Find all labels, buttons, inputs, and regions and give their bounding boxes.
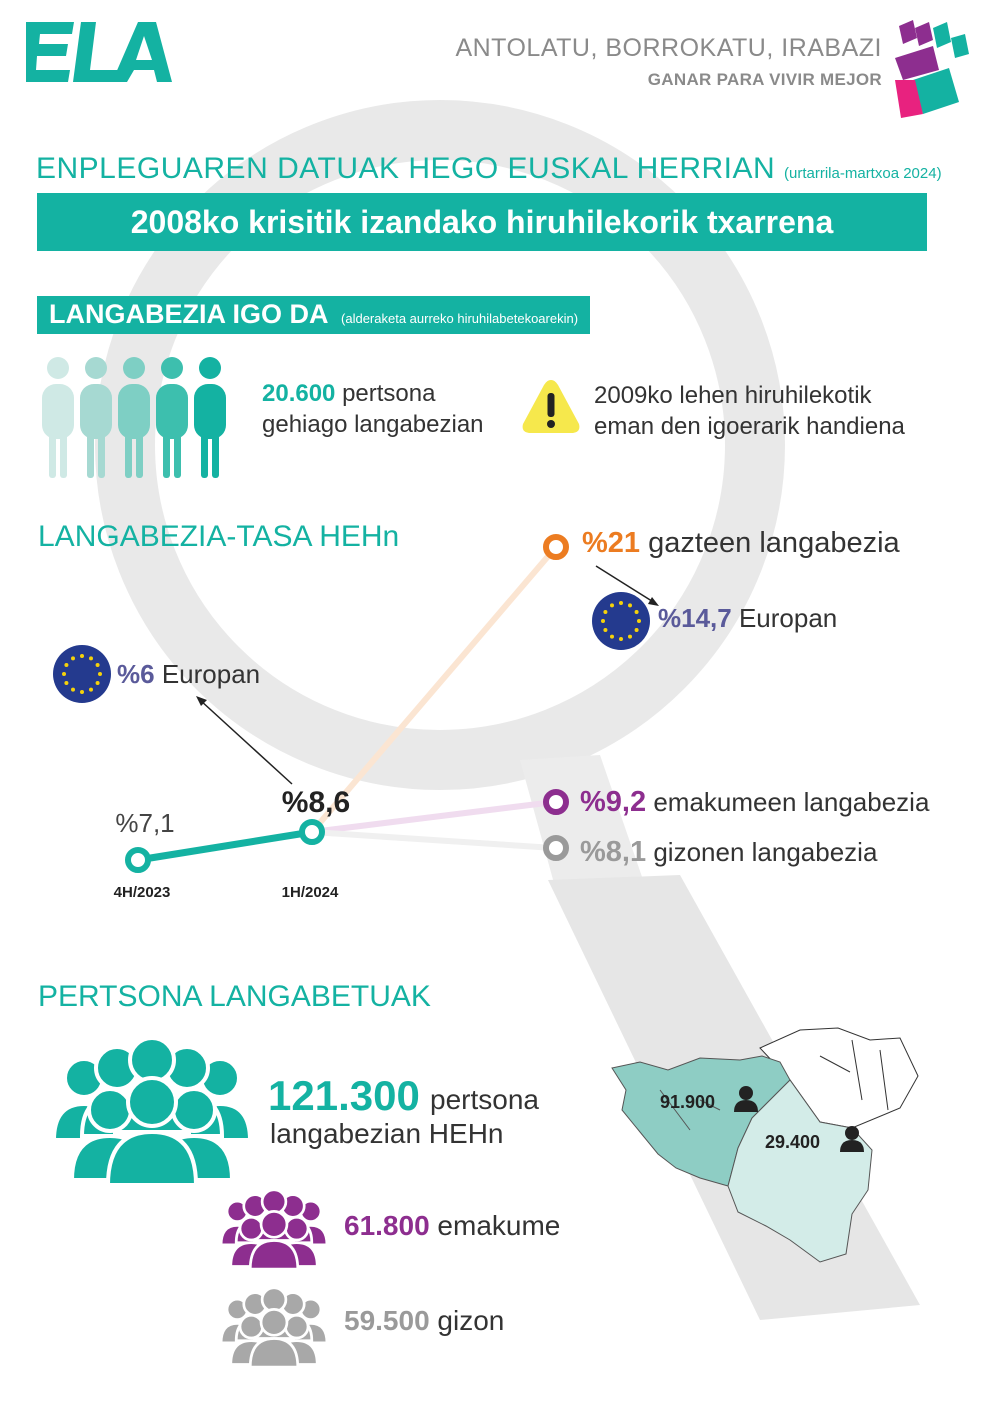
eu-star-icon bbox=[603, 610, 607, 614]
youth-rate-text: gazteen langabezia bbox=[648, 527, 900, 559]
men-unemployed-value: 59.500 bbox=[344, 1305, 430, 1336]
eu-star-icon bbox=[603, 628, 607, 632]
eu-star-icon bbox=[619, 601, 623, 605]
eu-star-icon bbox=[89, 688, 93, 692]
section-heading-note: (alderaketa aurreko hiruhilabetekoarekin) bbox=[341, 311, 579, 326]
women-marker bbox=[546, 792, 566, 812]
eu-star-icon bbox=[89, 656, 93, 660]
youth-europe-rate-value: %14,7 bbox=[658, 603, 732, 633]
total-unemployed-text-1: pertsona bbox=[430, 1084, 539, 1115]
basque-country-map bbox=[600, 1020, 930, 1270]
men-rate-text: gizonen langabezia bbox=[653, 837, 878, 867]
slogan-line-2: GANAR PARA VIVIR MEJOR bbox=[647, 70, 882, 89]
eu-star-icon bbox=[635, 610, 639, 614]
youth-rate-label bbox=[582, 527, 900, 560]
eu-flag-icon bbox=[592, 592, 650, 650]
connector-men bbox=[312, 832, 554, 848]
men-marker bbox=[546, 838, 566, 858]
page-title-date: (urtarrila-martxoa 2024) bbox=[784, 165, 942, 182]
eu-star-icon bbox=[71, 656, 75, 660]
youth-europe-rate-label bbox=[658, 603, 837, 634]
eu-flag-icon bbox=[53, 645, 111, 703]
unemployment-increase-stat bbox=[262, 378, 484, 440]
warning-icon bbox=[520, 376, 582, 436]
eu-star-icon bbox=[96, 681, 100, 685]
women-unemployed-stat bbox=[344, 1210, 560, 1242]
headline-banner: 2008ko krisitik izandako hiruhilekorik txarrena bbox=[37, 193, 927, 251]
period-label-4h2023: 4H/2023 bbox=[113, 884, 171, 901]
eu-star-icon bbox=[71, 688, 75, 692]
section-heading-text: LANGABEZIA IGO DA bbox=[49, 299, 328, 329]
men-crowd-icon bbox=[220, 1288, 328, 1368]
eu-star-icon bbox=[64, 663, 68, 667]
total-unemployed-value: 121.300 bbox=[268, 1072, 420, 1119]
crowd-icon bbox=[52, 1040, 252, 1185]
eu-star-icon bbox=[610, 635, 614, 639]
women-rate-label bbox=[580, 786, 929, 819]
warning-text bbox=[594, 380, 905, 442]
rate-point-4h2023 bbox=[128, 850, 148, 870]
eu-star-icon bbox=[62, 672, 66, 676]
men-unemployed-text: gizon bbox=[437, 1305, 505, 1336]
eu-star-icon bbox=[637, 619, 641, 623]
section-heading-people: PERTSONA LANGABETUAK bbox=[38, 980, 431, 1013]
eu-star-icon bbox=[628, 603, 632, 607]
arrow-europe bbox=[200, 700, 292, 784]
youth-marker bbox=[546, 537, 566, 557]
europe-rate-value: %6 bbox=[117, 659, 155, 689]
people-row-icon bbox=[38, 356, 238, 481]
eu-star-icon bbox=[80, 690, 84, 694]
eu-star-icon bbox=[80, 654, 84, 658]
women-crowd-icon bbox=[220, 1190, 328, 1270]
eu-star-icon bbox=[619, 637, 623, 641]
rate-label-4h2023: %7,1 bbox=[115, 808, 175, 838]
total-unemployed-text-2: langabezian HEHn bbox=[270, 1118, 504, 1149]
men-rate-label bbox=[580, 836, 877, 869]
eu-star-icon bbox=[610, 603, 614, 607]
eu-star-icon bbox=[64, 681, 68, 685]
slogan-line-1: ANTOLATU, BORROKATU, IRABAZI bbox=[455, 34, 882, 62]
rate-point-1h2024 bbox=[302, 822, 322, 842]
women-unemployed-value: 61.800 bbox=[344, 1210, 430, 1241]
youth-europe-rate-text: Europan bbox=[738, 603, 838, 633]
men-rate-value: %8,1 bbox=[580, 836, 647, 868]
eu-star-icon bbox=[98, 672, 102, 676]
women-unemployed-text: emakume bbox=[437, 1210, 561, 1241]
period-label-1h2024: 1H/2024 bbox=[281, 884, 339, 901]
eu-star-icon bbox=[628, 635, 632, 639]
women-rate-value: %9,2 bbox=[580, 786, 647, 818]
fist-icon bbox=[893, 18, 973, 118]
rate-label-1h2024: %8,6 bbox=[281, 786, 351, 819]
page-title-main: ENPLEGUAREN DATUAK HEGO EUSKAL HERRIAN bbox=[36, 152, 776, 185]
europe-rate-label bbox=[117, 659, 260, 690]
eu-star-icon bbox=[635, 628, 639, 632]
warning-line-2: eman den igoerarik handiena bbox=[594, 413, 905, 440]
increase-text-2: gehiago langabezian bbox=[262, 411, 484, 438]
eu-star-icon bbox=[601, 619, 605, 623]
women-rate-text: emakumeen langabezia bbox=[653, 787, 930, 817]
page-title bbox=[36, 152, 942, 186]
increase-count: 20.600 bbox=[262, 380, 336, 407]
section-heading-unemployment-rise bbox=[37, 296, 590, 334]
increase-text-1: pertsona bbox=[342, 380, 436, 407]
ela-logo-icon bbox=[26, 22, 176, 84]
men-unemployed-stat bbox=[344, 1305, 504, 1337]
section-heading-rate: LANGABEZIA-TASA HEHn bbox=[38, 520, 400, 553]
youth-rate-value: %21 bbox=[582, 527, 641, 559]
warning-line-1: 2009ko lehen hiruhilekotik bbox=[594, 382, 872, 409]
map-navarra-value: 29.400 bbox=[765, 1132, 821, 1152]
map-cav-value: 91.900 bbox=[660, 1092, 716, 1112]
eu-star-icon bbox=[96, 663, 100, 667]
europe-rate-text: Europan bbox=[161, 659, 261, 689]
